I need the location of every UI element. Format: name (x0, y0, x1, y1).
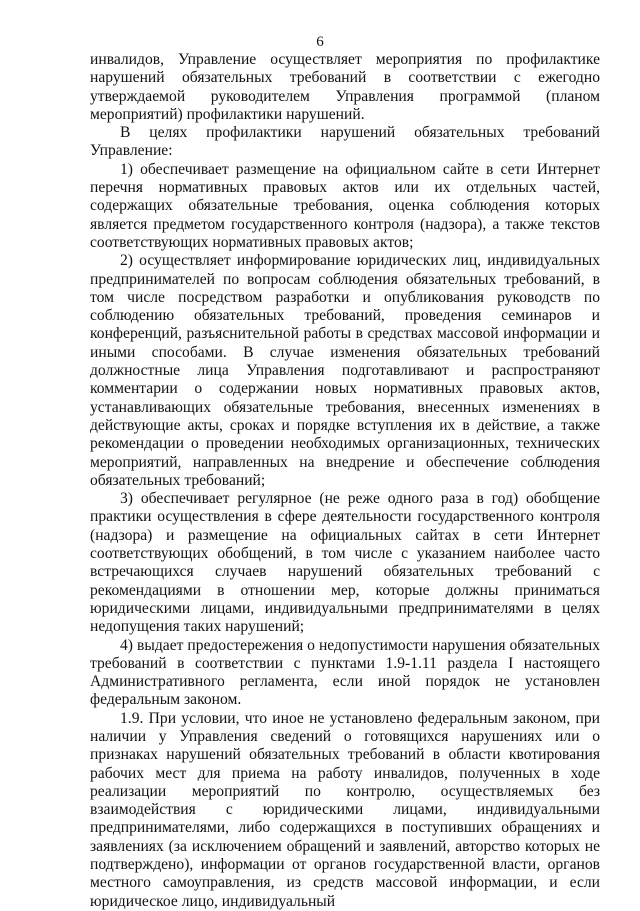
paragraph: В целях профилактики нарушений обязательных требований Управление: (90, 124, 600, 160)
document-body (90, 51, 600, 911)
paragraph: инвалидов, Управление осуществляет мероприятия по профилактике нарушений обязательных требований в соответствии с ежегодно утверждаемой руководителем Управления программой (планом мероприятий) профилактики нарушений. (90, 51, 600, 123)
list-item-3: 3) обеспечивает регулярное (не реже одного раза в год) обобщение практики осуществления в сфере деятельности государственного контроля (надзора) и размещение на официальных сайтах в сети Интернет соответствующих обобщений, в том числе с указанием наиболее часто встречающихся случаев нарушений обязательных требований с рекомендациями в отношении мер, которые должны приниматься юридическими лицами, индивидуальными предпринимателями в целях недопущения таких нарушений; (90, 490, 600, 636)
list-item-4: 4) выдает предостережения о недопустимости нарушения обязательных требований в соответствии с пунктами 1.9-1.11 раздела I настоящего Административного регламента, если иной порядок не установлен федеральным законом. (90, 636, 600, 709)
list-item-2: 2) осуществляет информирование юридических лиц, индивидуальных предпринимателей по вопросам соблюдения обязательных требований, в том числе посредством разработки и опубликования руководств по соблюдению обязательных требований, проведения семинаров и конференций, разъяснительной работы в средствах массовой информации и иными способами. В случае изменения обязательных требований должностные лица Управления подготавливают и распространяют комментарии о содержании новых нормативных правовых актов, устанавливающих обязательные требования, внесенных изменениях в действующие акты, сроках и порядке вступления их в действие, а также рекомендации о проведении необходимых организационных, технических мероприятий, направленных на внедрение и обеспечение соблюдения обязательных требований; (90, 252, 600, 489)
page-number: 6 (316, 34, 324, 50)
paragraph: 1.9. При условии, что иное не установлено федеральным законом, при наличии у Управления сведений о готовящихся нарушениях или о признаках нарушений обязательных требований в области квотирования рабочих мест для приема на работу инвалидов, полученных в ходе реализации мероприятий по контролю, осуществляемых без взаимодействия с юридическими лицами, индивидуальными предпринимателями, либо содержащихся в поступивших обращениях и заявлениях (за исключением обращений и заявлений, авторство которых не подтверждено), информации от органов государственной власти, органов местного самоуправления, из средств массовой информации, и если юридическое лицо, индивидуальный (90, 709, 600, 910)
list-item-1: 1) обеспечивает размещение на официальном сайте в сети Интернет перечня нормативных правовых актов или их отдельных частей, содержащих обязательные требования, оценка соблюдения которых является предметом государственного контроля (надзора), а также текстов соответствующих нормативных правовых актов; (90, 160, 600, 251)
